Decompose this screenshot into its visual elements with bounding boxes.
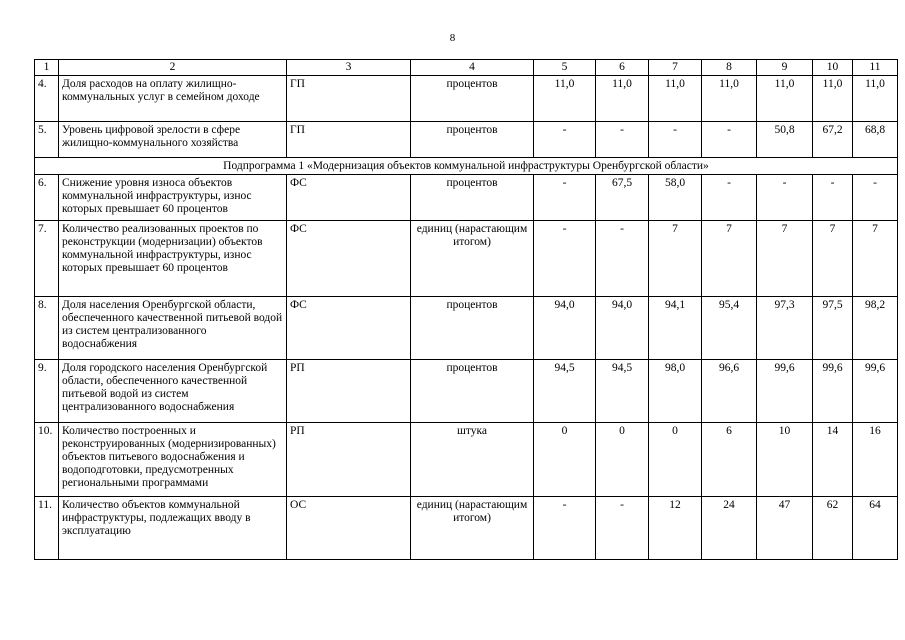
value-cell: 12 xyxy=(649,497,702,560)
indicator-type: РП xyxy=(287,423,411,497)
unit-of-measure: штука xyxy=(411,423,534,497)
value-cell: 11,0 xyxy=(853,76,898,122)
value-cell: 50,8 xyxy=(757,122,813,158)
row-number: 6. xyxy=(35,175,59,221)
subprogram-title: Подпрограмма 1 «Модернизация объектов коммунальной инфраструктуры Оренбургской области» xyxy=(35,158,898,175)
subprogram-row xyxy=(35,158,898,175)
value-cell: - xyxy=(757,175,813,221)
value-cell: - xyxy=(596,122,649,158)
table-row xyxy=(35,175,898,221)
unit-of-measure: единиц (нарастающим итогом) xyxy=(411,221,534,297)
value-cell: - xyxy=(534,221,596,297)
value-cell: 24 xyxy=(702,497,757,560)
row-number: 7. xyxy=(35,221,59,297)
value-cell: - xyxy=(649,122,702,158)
indicator-name: Количество объектов коммунальной инфраструктуры, подлежащих вводу в эксплуатацию xyxy=(59,497,287,560)
value-cell: 62 xyxy=(813,497,853,560)
table-row xyxy=(35,360,898,423)
indicator-name: Количество построенных и реконструированных (модернизированных) объектов питьевого водоснабжения и водоподготовки, предусмотренных региональными программами xyxy=(59,423,287,497)
unit-of-measure: процентов xyxy=(411,122,534,158)
value-cell: 98,0 xyxy=(649,360,702,423)
value-cell: - xyxy=(702,175,757,221)
value-cell: 99,6 xyxy=(813,360,853,423)
unit-of-measure: процентов xyxy=(411,76,534,122)
value-cell: 7 xyxy=(813,221,853,297)
row-number: 8. xyxy=(35,297,59,360)
row-number: 11. xyxy=(35,497,59,560)
value-cell: - xyxy=(534,497,596,560)
table-row xyxy=(35,497,898,560)
indicator-name: Снижение уровня износа объектов коммунальной инфраструктуры, износ которых превышает 60 процентов xyxy=(59,175,287,221)
row-number: 10. xyxy=(35,423,59,497)
table-row xyxy=(35,297,898,360)
table-header-row xyxy=(35,60,898,76)
value-cell: 0 xyxy=(596,423,649,497)
page-number: 8 xyxy=(449,32,456,44)
value-cell: 94,1 xyxy=(649,297,702,360)
indicator-name: Количество реализованных проектов по реконструкции (модернизации) объектов коммунальной инфраструктуры, износ которых превышает 60 процентов xyxy=(59,221,287,297)
header-cell: 5 xyxy=(534,60,596,76)
header-cell: 6 xyxy=(596,60,649,76)
value-cell: - xyxy=(596,497,649,560)
value-cell: 10 xyxy=(757,423,813,497)
unit-of-measure: процентов xyxy=(411,297,534,360)
row-number: 9. xyxy=(35,360,59,423)
header-cell: 3 xyxy=(287,60,411,76)
value-cell: 7 xyxy=(649,221,702,297)
value-cell: 97,3 xyxy=(757,297,813,360)
unit-of-measure: единиц (нарастающим итогом) xyxy=(411,497,534,560)
value-cell: 94,0 xyxy=(534,297,596,360)
value-cell: 7 xyxy=(702,221,757,297)
header-cell: 9 xyxy=(757,60,813,76)
row-number: 5. xyxy=(35,122,59,158)
header-cell: 10 xyxy=(813,60,853,76)
indicators-table-body xyxy=(35,60,898,560)
indicators-table xyxy=(34,59,898,560)
value-cell: - xyxy=(853,175,898,221)
header-cell: 8 xyxy=(702,60,757,76)
value-cell: 11,0 xyxy=(757,76,813,122)
value-cell: 0 xyxy=(649,423,702,497)
value-cell: - xyxy=(534,175,596,221)
header-cell: 4 xyxy=(411,60,534,76)
value-cell: - xyxy=(813,175,853,221)
value-cell: 99,6 xyxy=(853,360,898,423)
value-cell: - xyxy=(702,122,757,158)
indicator-type: ФС xyxy=(287,297,411,360)
table-row xyxy=(35,76,898,122)
indicator-name: Доля городского населения Оренбургской области, обеспеченного качественной питьевой водой из систем централизованного водоснабжения xyxy=(59,360,287,423)
indicator-name: Уровень цифровой зрелости в сфере жилищно-коммунального хозяйства xyxy=(59,122,287,158)
value-cell: 99,6 xyxy=(757,360,813,423)
value-cell: 64 xyxy=(853,497,898,560)
value-cell: 0 xyxy=(534,423,596,497)
unit-of-measure: процентов xyxy=(411,360,534,423)
value-cell: 67,2 xyxy=(813,122,853,158)
value-cell: 11,0 xyxy=(813,76,853,122)
value-cell: 96,6 xyxy=(702,360,757,423)
value-cell: 11,0 xyxy=(596,76,649,122)
value-cell: 14 xyxy=(813,423,853,497)
value-cell: 67,5 xyxy=(596,175,649,221)
indicator-type: ОС xyxy=(287,497,411,560)
indicator-type: ГП xyxy=(287,76,411,122)
table-row xyxy=(35,221,898,297)
indicator-type: ГП xyxy=(287,122,411,158)
value-cell: 95,4 xyxy=(702,297,757,360)
header-cell: 11 xyxy=(853,60,898,76)
value-cell: 11,0 xyxy=(702,76,757,122)
value-cell: 68,8 xyxy=(853,122,898,158)
value-cell: - xyxy=(596,221,649,297)
value-cell: - xyxy=(534,122,596,158)
value-cell: 11,0 xyxy=(534,76,596,122)
indicator-name: Доля расходов на оплату жилищно-коммунальных услуг в семейном доходе xyxy=(59,76,287,122)
value-cell: 94,5 xyxy=(534,360,596,423)
value-cell: 98,2 xyxy=(853,297,898,360)
value-cell: 11,0 xyxy=(649,76,702,122)
indicator-type: ФС xyxy=(287,175,411,221)
table-row xyxy=(35,423,898,497)
value-cell: 7 xyxy=(853,221,898,297)
header-cell: 1 xyxy=(35,60,59,76)
row-number: 4. xyxy=(35,76,59,122)
value-cell: 7 xyxy=(757,221,813,297)
indicator-type: РП xyxy=(287,360,411,423)
value-cell: 47 xyxy=(757,497,813,560)
header-cell: 7 xyxy=(649,60,702,76)
value-cell: 16 xyxy=(853,423,898,497)
table-row xyxy=(35,122,898,158)
value-cell: 58,0 xyxy=(649,175,702,221)
indicator-type: ФС xyxy=(287,221,411,297)
value-cell: 6 xyxy=(702,423,757,497)
unit-of-measure: процентов xyxy=(411,175,534,221)
value-cell: 94,0 xyxy=(596,297,649,360)
value-cell: 97,5 xyxy=(813,297,853,360)
header-cell: 2 xyxy=(59,60,287,76)
indicator-name: Доля населения Оренбургской области, обеспеченного качественной питьевой водой из систем централизованного водоснабжения xyxy=(59,297,287,360)
value-cell: 94,5 xyxy=(596,360,649,423)
